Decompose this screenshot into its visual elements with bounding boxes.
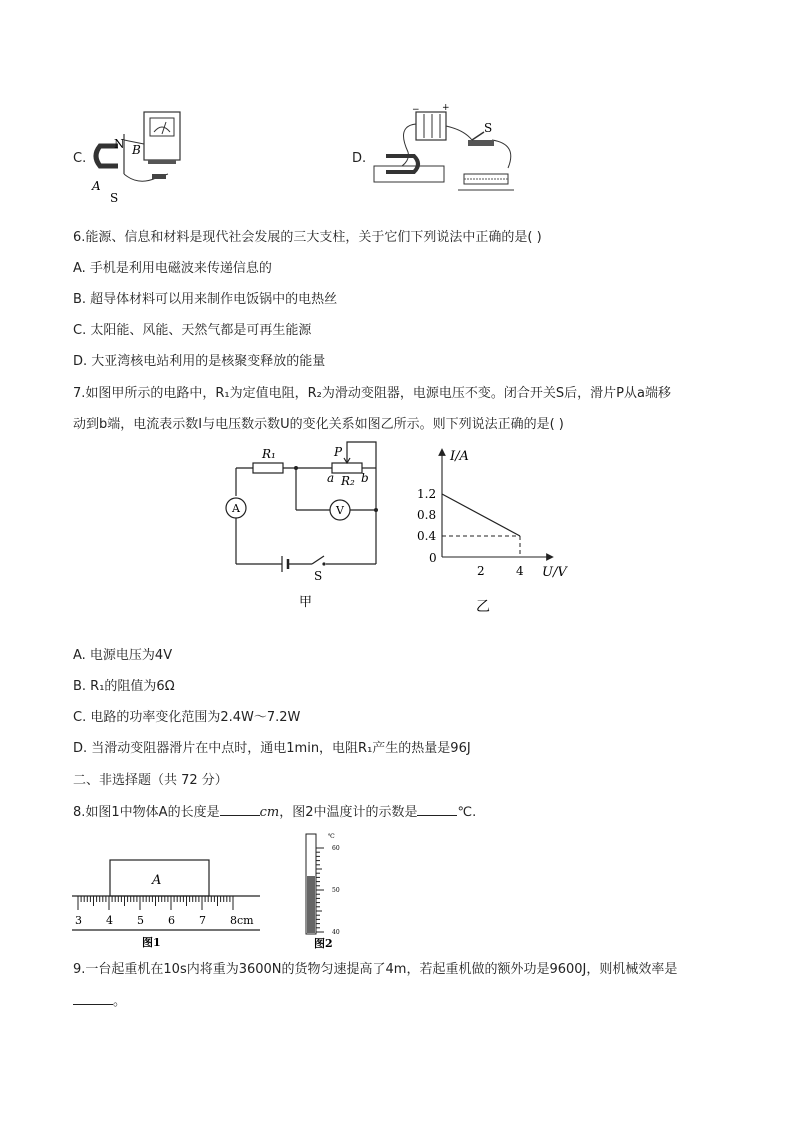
c-label-n: N bbox=[114, 137, 125, 151]
q9-stem: 9.一台起重机在10s内将重为3600N的货物匀速提高了4m，若起重机做的额外功是9600J，则机械效率是 bbox=[73, 962, 678, 977]
thermo-tick-label: 50 bbox=[332, 887, 340, 894]
graph-xlabel: U/V bbox=[542, 565, 567, 580]
d-label-s: S bbox=[484, 121, 493, 135]
y-tick-label: 0.8 bbox=[417, 508, 437, 522]
y-tick-label: 0.4 bbox=[417, 529, 437, 543]
ruler-tick-label: 4 bbox=[106, 914, 113, 927]
thermo-unit: ℃ bbox=[328, 833, 335, 840]
mercury-column bbox=[307, 876, 315, 933]
q6-option-a: A. 手机是利用电磁波来传递信息的 bbox=[73, 261, 272, 276]
q9-blank-efficiency[interactable] bbox=[73, 992, 113, 1005]
fig2-caption: 图2 bbox=[314, 937, 333, 950]
q7-stem-line1: 7.如图甲所示的电路中，R₁为定值电阻，R₂为滑动变阻器，电源电压不变。闭合开关S后，滑片P从a端移 bbox=[73, 386, 671, 401]
q6-option-d: D. 大亚湾核电站利用的是核聚变释放的能量 bbox=[73, 354, 326, 369]
q8-stem bbox=[73, 803, 476, 822]
q7-option-c: C. 电路的功率变化范围为2.4W～7.2W bbox=[73, 710, 301, 725]
d-battery-minus: − bbox=[412, 105, 420, 115]
q7-option-a: A. 电源电压为4V bbox=[73, 648, 173, 663]
graph-origin: 0 bbox=[429, 551, 437, 565]
q6-option-b: B. 超导体材料可以用来制作电饭锅中的电热丝 bbox=[73, 292, 338, 307]
ruler-tick-label: 6 bbox=[168, 914, 175, 927]
thermometer-figure bbox=[298, 830, 358, 952]
option-d-figure bbox=[368, 104, 528, 198]
option-d-label: D. bbox=[352, 151, 367, 166]
r1-resistor bbox=[253, 463, 283, 473]
label-switch: S bbox=[314, 569, 323, 583]
object-a-label: A bbox=[152, 873, 162, 888]
label-voltmeter: V bbox=[336, 504, 344, 517]
r2-rheostat bbox=[332, 463, 362, 473]
q6-option-c: C. 太阳能、风能、天然气都是可再生能源 bbox=[73, 323, 312, 338]
option-c-label: C. bbox=[73, 151, 87, 166]
option-c-figure bbox=[88, 104, 198, 204]
label-ammeter: A bbox=[232, 502, 240, 515]
x-tick-label: 2 bbox=[477, 564, 485, 578]
ruler-figure bbox=[70, 858, 270, 950]
q7-option-b: B. R₁的阻值为6Ω bbox=[73, 679, 175, 694]
thermo-tick-label: 60 bbox=[332, 845, 340, 852]
ruler-tick-label: 5 bbox=[137, 914, 144, 927]
q8-stem-a: 8.如图1中物体A的长度是 bbox=[73, 805, 220, 820]
q8-stem-b: ，图2中温度计的示数是 bbox=[279, 805, 418, 820]
graph-caption: 乙 bbox=[476, 599, 490, 615]
circuit-caption: 甲 bbox=[299, 595, 313, 610]
ruler-tick-label: 7 bbox=[199, 914, 206, 927]
y-tick-label: 1.2 bbox=[417, 487, 437, 501]
x-tick-label: 4 bbox=[516, 564, 524, 578]
q9-tail bbox=[73, 992, 126, 1011]
section-heading: 二、非选择题（共 72 分） bbox=[73, 773, 228, 788]
c-label-s: S bbox=[110, 191, 119, 204]
ruler-tick-label: 3 bbox=[75, 914, 82, 927]
fig1-caption: 图1 bbox=[142, 936, 161, 949]
label-b-end: b bbox=[361, 471, 369, 485]
label-r2: R₂ bbox=[341, 474, 355, 488]
q6-stem: 6.能源、信息和材料是现代社会发展的三大支柱，关于它们下列说法中正确的是( ) bbox=[73, 230, 542, 245]
q7-option-d: D. 当滑动变阻器滑片在中点时，通电1min，电阻R₁产生的热量是96J bbox=[73, 741, 471, 756]
switch bbox=[312, 556, 324, 564]
d-battery-plus: + bbox=[442, 104, 450, 113]
q8-unit-b: ℃. bbox=[457, 805, 477, 820]
iu-graph bbox=[412, 444, 582, 616]
q7-stem-line2: 动到b端，电流表示数I与电压数示数U的变化关系如图乙所示。则下列说法正确的是( ) bbox=[73, 417, 564, 432]
label-p: P bbox=[334, 445, 343, 459]
circuit-diagram bbox=[220, 438, 390, 613]
label-a-end: a bbox=[327, 471, 335, 485]
q8-blank-length[interactable] bbox=[220, 803, 260, 816]
label-r1: R₁ bbox=[262, 447, 276, 461]
iu-line bbox=[442, 494, 520, 536]
q8-blank-temperature[interactable] bbox=[417, 803, 457, 816]
q9-tail-mark: 。 bbox=[113, 994, 127, 1009]
graph-ylabel: I/A bbox=[450, 449, 469, 464]
thermo-tick-label: 40 bbox=[332, 929, 340, 936]
ruler-tick-label: 8cm bbox=[230, 914, 254, 927]
q8-unit-a: cm bbox=[259, 805, 280, 820]
c-label-b: B bbox=[132, 143, 141, 157]
c-label-a: A bbox=[92, 179, 101, 193]
